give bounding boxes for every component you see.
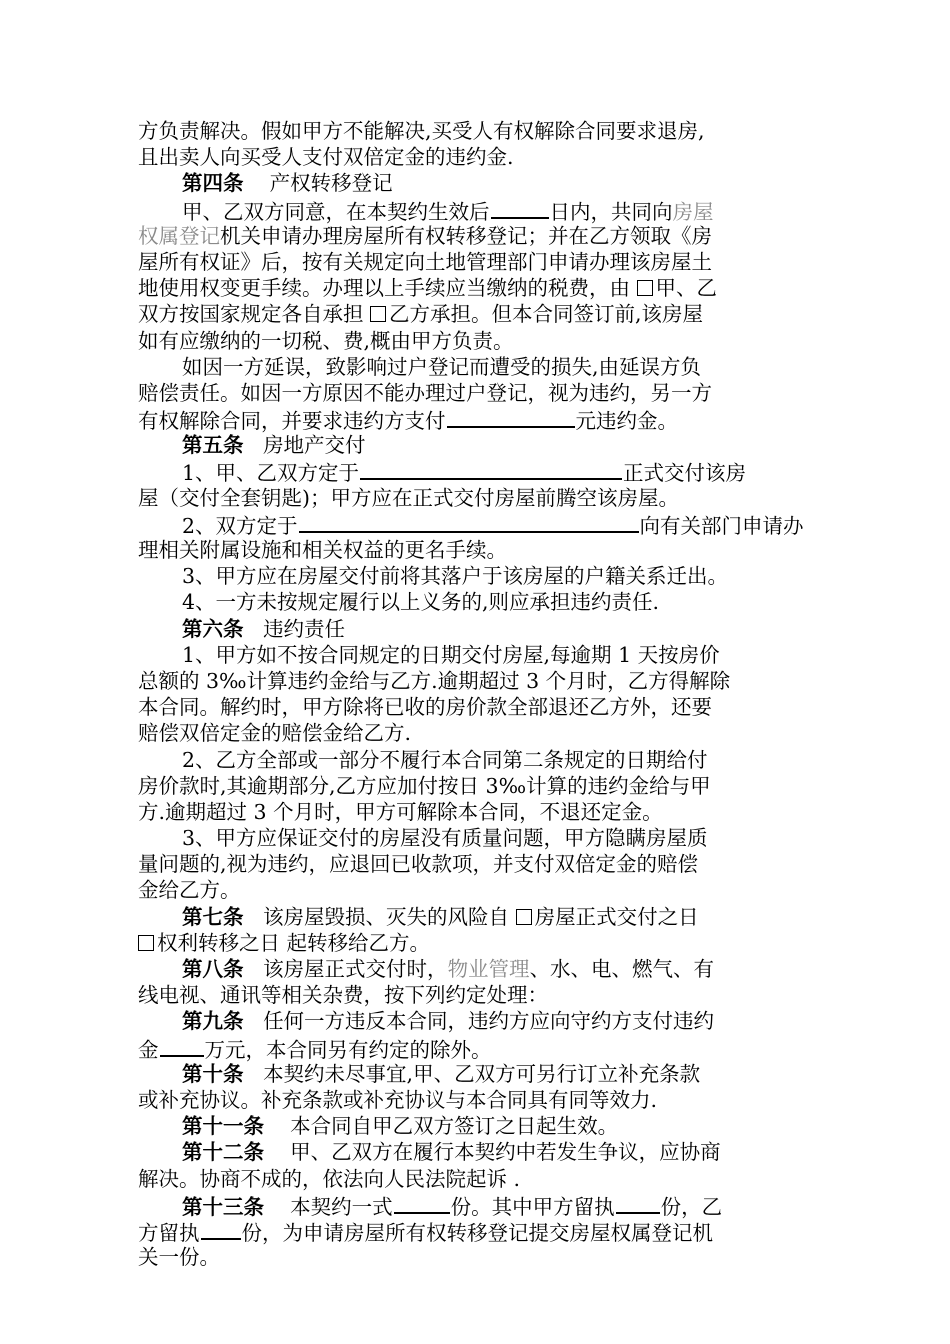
text: 向有关部门申请办 <box>639 513 804 538</box>
text: 量问题的,视为违约，应退回已收款项，并支付双倍定金的赔偿 <box>138 852 699 877</box>
fill-blank <box>299 511 639 533</box>
contract-page <box>138 118 810 1270</box>
text: 方留执 <box>138 1220 200 1245</box>
text-line <box>138 799 810 825</box>
text-line <box>138 406 810 432</box>
article-11-heading <box>138 1113 810 1139</box>
text-line <box>138 825 810 851</box>
text: 双方按国家规定各自承担 <box>138 302 364 327</box>
text: 房屋正式交付之日 <box>534 904 699 929</box>
text: 万元，本合同另有约定的除外。 <box>204 1037 492 1062</box>
text-line <box>138 380 810 406</box>
article-name: 房地产交付 <box>263 433 366 458</box>
text: 份。其中甲方留执 <box>450 1194 615 1219</box>
text: 本契约一式 <box>290 1194 393 1219</box>
text: 正式交付该房 <box>623 461 747 486</box>
text-line <box>138 773 810 799</box>
text-line <box>138 1087 810 1113</box>
article-title: 第四条 <box>182 171 244 196</box>
text: 机关申请办理房屋所有权转移登记；并在乙方领取《房 <box>220 223 712 248</box>
text-line <box>138 485 810 511</box>
article-title: 第十一条 <box>182 1114 264 1139</box>
article-title: 第十二条 <box>182 1140 264 1165</box>
text: 如有应缴纳的一切税、费,概由甲方负责。 <box>138 328 514 353</box>
text: 赔偿责任。如因一方原因不能办理过户登记，视为违约，另一方 <box>138 380 712 405</box>
article-13-heading <box>138 1192 810 1218</box>
article-title: 第七条 <box>182 904 244 929</box>
text: 解决。协商不成的，依法向人民法院起诉 . <box>138 1166 521 1191</box>
fill-blank <box>360 458 622 480</box>
text: 甲、乙双方同意，在本契约生效后 <box>182 199 490 224</box>
article-title: 第十三条 <box>182 1194 264 1219</box>
fill-blank <box>491 197 549 219</box>
text: 方.逾期超过 3 个月时，甲方可解除本合同，不退还定金。 <box>138 799 663 824</box>
text-line <box>138 537 810 563</box>
text: 甲、乙双方在履行本契约中若发生争议，应协商 <box>290 1140 721 1165</box>
text: 该房屋毁损、灭失的风险自 <box>263 904 510 929</box>
article-name: 违约责任 <box>263 616 346 641</box>
checkbox[interactable] <box>516 909 532 925</box>
text-line <box>138 458 810 484</box>
text: 关一份。 <box>138 1245 220 1270</box>
text: 2、乙方全部或一部分不履行本合同第二条规定的日期给付 <box>182 747 708 772</box>
text-line <box>138 144 810 170</box>
article-title: 第五条 <box>182 433 244 458</box>
text: 3、甲方应保证交付的房屋没有质量问题，甲方隐瞒房屋质 <box>182 826 708 851</box>
text: 份，乙 <box>660 1194 723 1219</box>
text: 本契约未尽事宜,甲、乙双方可另行订立补充条款 <box>263 1061 701 1086</box>
fill-blank <box>616 1192 660 1214</box>
article-10-heading <box>138 1061 810 1087</box>
text-line <box>138 1035 810 1061</box>
article-title: 第十条 <box>182 1061 244 1086</box>
article-title: 第九条 <box>182 1009 244 1034</box>
link-text[interactable]: 物业管理 <box>447 957 530 981</box>
text-line <box>138 563 810 589</box>
text-line <box>138 747 810 773</box>
text: 赔偿双倍定金的赔偿金给乙方. <box>138 721 412 746</box>
fill-blank <box>160 1035 204 1057</box>
text: 本合同。解约时，甲方除将已收的房价款全部退还乙方外，还要 <box>138 695 712 720</box>
fill-blank <box>394 1192 450 1214</box>
text-line <box>138 197 810 223</box>
article-name: 产权转移登记 <box>269 171 393 196</box>
text-line <box>138 589 810 615</box>
article-6-heading <box>138 616 810 642</box>
text: 金 <box>138 1037 159 1062</box>
link-text[interactable]: 房屋 <box>672 199 714 224</box>
text: 乙方承担。但本合同签订前,该房屋 <box>389 302 704 327</box>
text-line <box>138 249 810 275</box>
checkbox[interactable] <box>637 280 653 296</box>
text-line <box>138 851 810 877</box>
text: 甲、乙 <box>655 276 718 301</box>
text-line <box>138 694 810 720</box>
text: 地使用权变更手续。办理以上手续应当缴纳的税费，由 <box>138 276 630 301</box>
text-line <box>138 275 810 301</box>
text: 线电视、通讯等相关杂费，按下列约定处理： <box>138 983 548 1008</box>
text: 或补充协议。补充条款或补充协议与本合同具有同等效力. <box>138 1087 658 1112</box>
text: 1、甲、乙双方定于 <box>182 461 360 486</box>
article-7-heading <box>138 904 810 930</box>
article-8-heading <box>138 956 810 982</box>
text: 4、一方未按规定履行以上义务的,则应承担违约责任. <box>182 590 660 615</box>
text-line <box>138 511 810 537</box>
article-12-heading <box>138 1139 810 1165</box>
text-line <box>138 328 810 354</box>
text: 2、双方定于 <box>182 513 298 538</box>
text: 有权解除合同，并要求违约方支付 <box>138 409 446 434</box>
text-line <box>138 720 810 746</box>
text: 权利转移之日 起转移给乙方。 <box>157 930 431 955</box>
text: 日内，共同向 <box>549 199 673 224</box>
text: 该房屋正式交付时， <box>263 957 448 981</box>
text: 元违约金。 <box>575 409 678 434</box>
text: 金给乙方。 <box>138 878 241 903</box>
text: 任何一方违反本合同，违约方应向守约方支付违约 <box>263 1009 715 1034</box>
text-line <box>138 982 810 1008</box>
article-title: 第六条 <box>182 616 244 641</box>
text-line <box>138 354 810 380</box>
text-line <box>138 642 810 668</box>
text-line <box>138 118 810 144</box>
text: 份，为申请房屋所有权转移登记提交房屋权属登记机 <box>241 1220 713 1245</box>
fill-blank <box>201 1218 241 1240</box>
text: 3、甲方应在房屋交付前将其落户于该房屋的户籍关系迁出。 <box>182 564 729 589</box>
text: 总额的 3‰计算违约金给与乙方.逾期超过 3 个月时，乙方得解除 <box>138 668 731 693</box>
text-line <box>138 877 810 903</box>
text: 如因一方延误，致影响过户登记而遭受的损失,由延误方负 <box>182 354 702 379</box>
text: 、水、电、燃气、有 <box>529 957 715 981</box>
text: 房价款时,其逾期部分,乙方应加付按日 3‰计算的违约金给与甲 <box>138 773 711 798</box>
text-line <box>138 223 810 249</box>
text-line <box>138 301 810 327</box>
checkbox[interactable] <box>138 935 154 951</box>
article-title: 第八条 <box>182 957 244 981</box>
text: 本合同自甲乙双方签订之日起生效。 <box>290 1114 619 1139</box>
text: 方负责解决。假如甲方不能解决,买受人有权解除合同要求退房, <box>138 119 705 143</box>
article-9-heading <box>138 1008 810 1034</box>
text-line <box>138 930 810 956</box>
text-line <box>138 1166 810 1192</box>
text: 1、甲方如不按合同规定的日期交付房屋,每逾期 1 天按房价 <box>182 642 720 667</box>
text-line <box>138 668 810 694</box>
text: 理相关附属设施和相关权益的更名手续。 <box>138 538 507 562</box>
fill-blank <box>447 406 575 428</box>
text-line <box>138 1244 810 1270</box>
checkbox[interactable] <box>370 306 386 322</box>
article-4-heading <box>138 170 810 196</box>
article-5-heading <box>138 432 810 458</box>
text: 屋所有权证》后，按有关规定向土地管理部门申请办理该房屋土 <box>138 249 712 274</box>
text: 屋（交付全套钥匙)；甲方应在正式交付房屋前腾空该房屋。 <box>138 485 679 510</box>
text-line <box>138 1218 810 1244</box>
text: 且出卖人向买受人支付双倍定金的违约金. <box>138 145 514 170</box>
link-text[interactable]: 权属登记 <box>138 223 220 248</box>
